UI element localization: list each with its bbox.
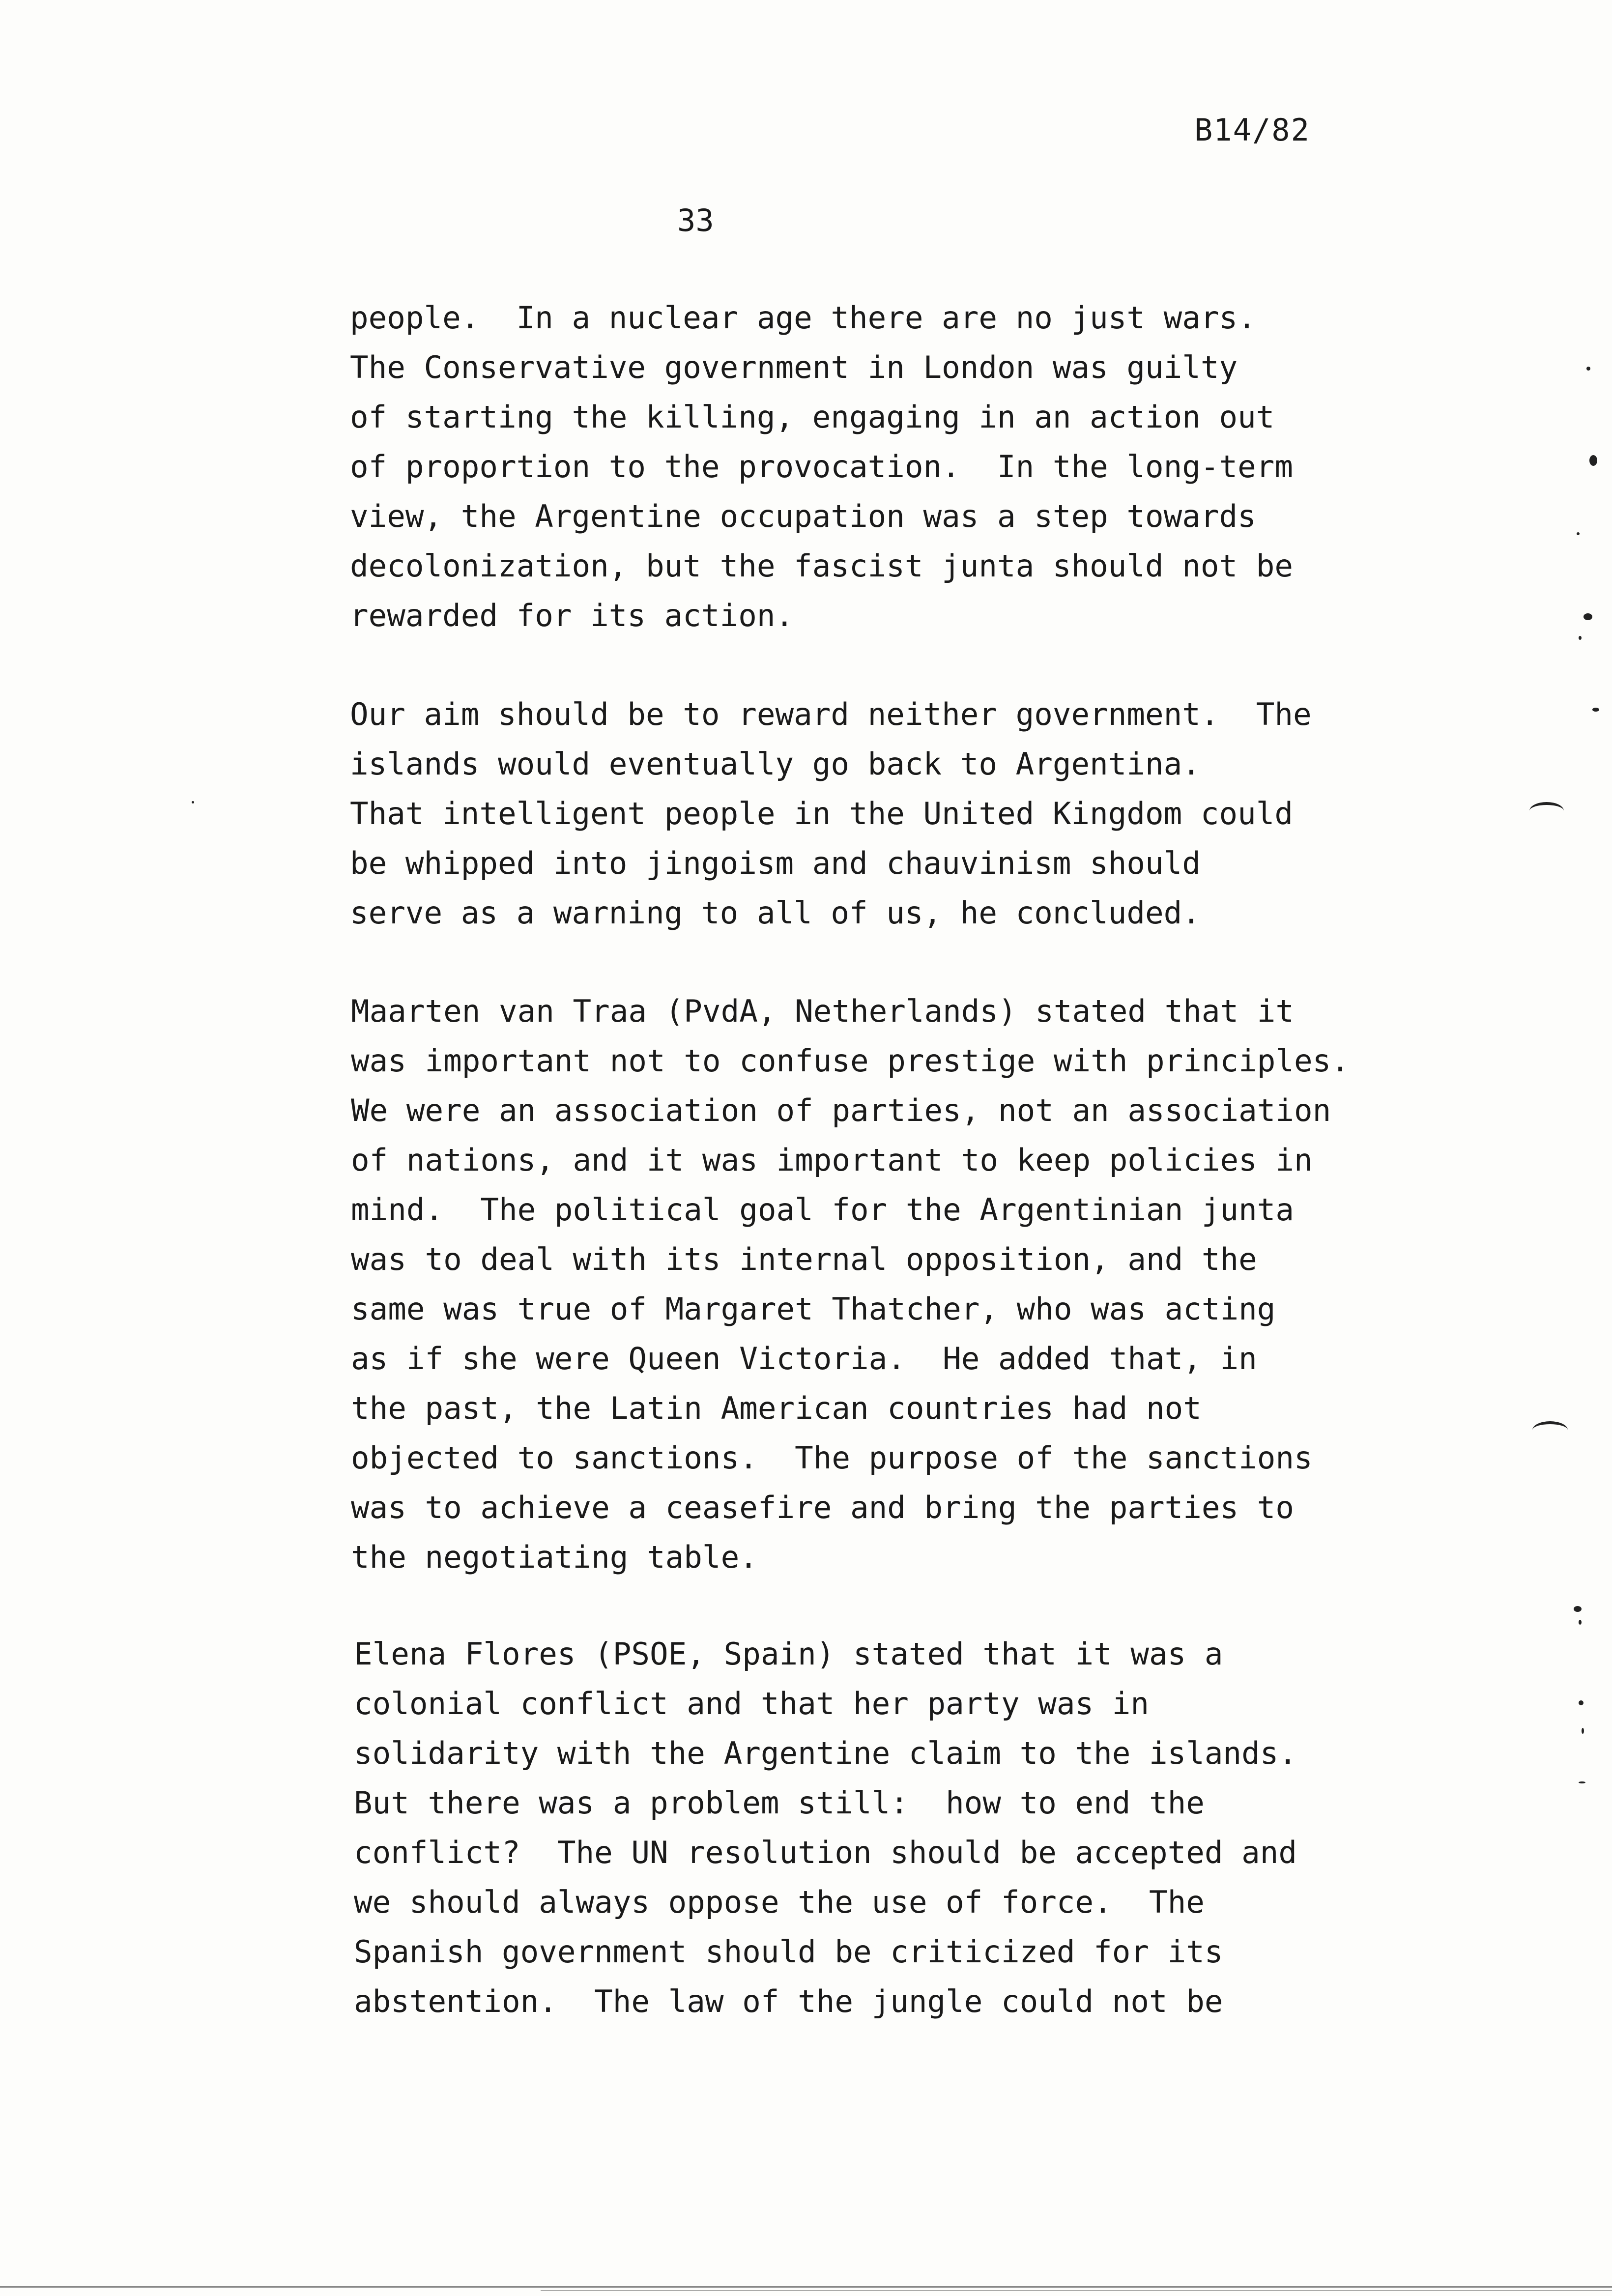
page-number: 33 <box>677 202 714 238</box>
text-line: mind. The political goal for the Argentinian junta <box>351 1192 1295 1228</box>
scan-arc <box>1532 1421 1568 1439</box>
text-line: people. In a nuclear age there are no just wars. <box>350 300 1256 336</box>
scan-speck <box>192 801 194 804</box>
text-line: The Conservative government in London was guilty <box>350 349 1238 385</box>
paragraph-2 <box>350 689 1312 938</box>
text-line: decolonization, but the fascist junta should not be <box>350 548 1294 584</box>
scan-edge-line <box>0 2286 1612 2288</box>
document-reference: B14/82 <box>1194 112 1310 148</box>
text-line: was important not to confuse prestige with principles. <box>351 1043 1350 1079</box>
paragraph-1 <box>350 293 1293 640</box>
scan-speck <box>1579 1700 1583 1705</box>
text-line: We were an association of parties, not an association <box>351 1092 1331 1128</box>
text-line: was to deal with its internal opposition, and the <box>351 1241 1257 1277</box>
text-line: colonial conflict and that her party was in <box>354 1686 1150 1722</box>
text-line: That intelligent people in the United Kingdom could <box>350 796 1294 832</box>
scan-speck <box>1589 455 1597 466</box>
scan-speck <box>1579 1620 1582 1625</box>
text-line: be whipped into jingoism and chauvinism should <box>350 845 1201 881</box>
text-line: we should always oppose the use of force. The <box>354 1884 1205 1920</box>
scan-speck <box>1583 613 1592 620</box>
text-line: rewarded for its action. <box>350 598 794 633</box>
text-line: the negotiating table. <box>351 1539 758 1575</box>
text-line: of starting the killing, engaging in an action out <box>350 399 1275 435</box>
text-line: of nations, and it was important to keep policies in <box>351 1142 1313 1178</box>
text-line: solidarity with the Argentine claim to the islands. <box>354 1735 1297 1771</box>
paragraph-4 <box>354 1629 1297 2026</box>
text-line: of proportion to the provocation. In the long-term <box>350 449 1294 485</box>
scan-arc <box>1529 802 1564 820</box>
text-line: Spanish government should be criticized for its <box>354 1934 1223 1970</box>
text-line: serve as a warning to all of us, he concluded. <box>350 895 1201 931</box>
text-line: conflict? The UN resolution should be accepted and <box>354 1835 1297 1870</box>
text-line: view, the Argentine occupation was a step towards <box>350 498 1256 534</box>
scan-speck <box>1574 1606 1582 1612</box>
scan-speck <box>1579 1781 1585 1783</box>
paragraph-3 <box>351 986 1350 1582</box>
text-line: abstention. The law of the jungle could not be <box>354 1983 1223 2019</box>
text-line: Our aim should be to reward neither government. The <box>350 696 1312 732</box>
text-line: islands would eventually go back to Argentina. <box>350 746 1201 782</box>
text-line: as if she were Queen Victoria. He added that, in <box>351 1341 1257 1377</box>
scan-speck <box>1579 636 1582 640</box>
scan-edge-line <box>541 2290 1612 2291</box>
text-line: Maarten van Traa (PvdA, Netherlands) stated that it <box>351 993 1295 1029</box>
text-line: the past, the Latin American countries had not <box>351 1390 1202 1426</box>
text-line: was to achieve a ceasefire and bring the parties to <box>351 1490 1295 1525</box>
text-line: objected to sanctions. The purpose of the sanctions <box>351 1440 1313 1476</box>
text-line: But there was a problem still: how to end the <box>354 1785 1205 1821</box>
scan-speck <box>1592 708 1599 712</box>
text-line: same was true of Margaret Thatcher, who was acting <box>351 1291 1276 1327</box>
scan-speck <box>1582 1728 1584 1734</box>
text-line: Elena Flores (PSOE, Spain) stated that it was a <box>354 1636 1223 1672</box>
scan-speck <box>1577 532 1580 535</box>
scan-speck <box>1586 367 1590 371</box>
